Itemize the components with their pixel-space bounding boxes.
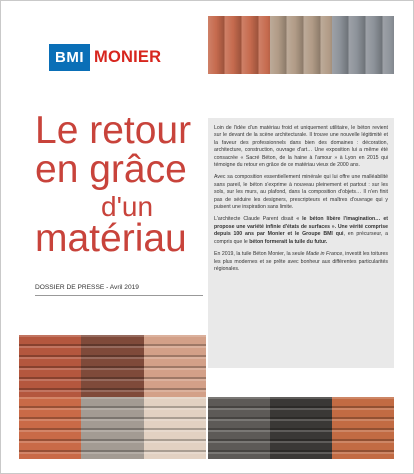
tile-photo — [332, 397, 394, 459]
tile-photo — [19, 335, 81, 397]
monier-wordmark: MONIER — [94, 48, 162, 66]
paragraph-4-end: , investit les toitures les plus modernes et se prête avec bonheur aux différentes particularités régionales. — [214, 251, 388, 272]
paragraph-4-start: En 2019, la tuile Béton Monier, la seule — [214, 251, 307, 258]
paragraph-1: Loin de l'idée d'un matériau froid et uniquement utilitaire, le béton revient sur le devant de la scène architecturale. Il trouve une nouvelle légitimité et la faveur des professionnels dans bien des domaines : décoration, architecture, construction, ouvrage d'art… Une exposition lui a même été consacrée « Sacré Béton, de la haine à l'amour » à Lyon en 2015 qui témoigne du retour en grâce de ce matériau vieux de 2000 ans. — [214, 125, 388, 169]
paragraph-2: Avec sa composition essentiellement minérale qui lui offre une malléabilité sans pareil, le béton s'exprime à nouveau pleinement et partout : sur les sols, sur les murs, au plafond, dans la composition d'objets… Il n'en finit pas de séduire les designers, prescripteurs et maîtres d'ouvrage qui y puisent une inspiration sans limite. — [214, 174, 388, 211]
paragraph-3-start: L'architecte Claude Parent disait — [214, 216, 297, 223]
title-line-2: en grâce — [35, 148, 187, 191]
title-line-4: matériau — [35, 217, 187, 260]
intro-text-panel — [208, 118, 394, 368]
bmi-logo-mark: BMI — [49, 44, 90, 71]
tile-photo — [81, 335, 144, 397]
tile-photo — [144, 397, 206, 459]
title-line-3: d'un — [101, 191, 154, 222]
title-line-1: Le retour — [35, 109, 192, 152]
tile-photo — [19, 397, 81, 459]
tile-photo — [208, 397, 270, 459]
tile-photo — [270, 397, 332, 459]
paragraph-3 — [214, 216, 388, 246]
paragraph-3-quote: « le béton libère l'imagination… et propose une variété infinie d'états de surfaces ». Une vérité comprise depuis 100 ans par Monier et le Groupe BMI qui — [214, 216, 388, 238]
paragraph-3-end: béton formerait la tuile du futur. — [249, 238, 328, 245]
paragraph-4-made-in-france: Made in France — [306, 251, 343, 258]
dossier-de-presse-date: DOSSIER DE PRESSE - Avril 2019 — [35, 284, 203, 296]
tile-photo — [332, 16, 394, 74]
tile-photo — [81, 397, 144, 459]
tile-photo — [208, 16, 270, 74]
bmi-monier-logo — [49, 44, 161, 71]
paragraph-4 — [214, 251, 388, 273]
paragraph-3-mid: , en précurseur, a compris que le — [214, 231, 389, 245]
tile-photo — [144, 335, 206, 397]
tile-photo — [270, 16, 332, 74]
